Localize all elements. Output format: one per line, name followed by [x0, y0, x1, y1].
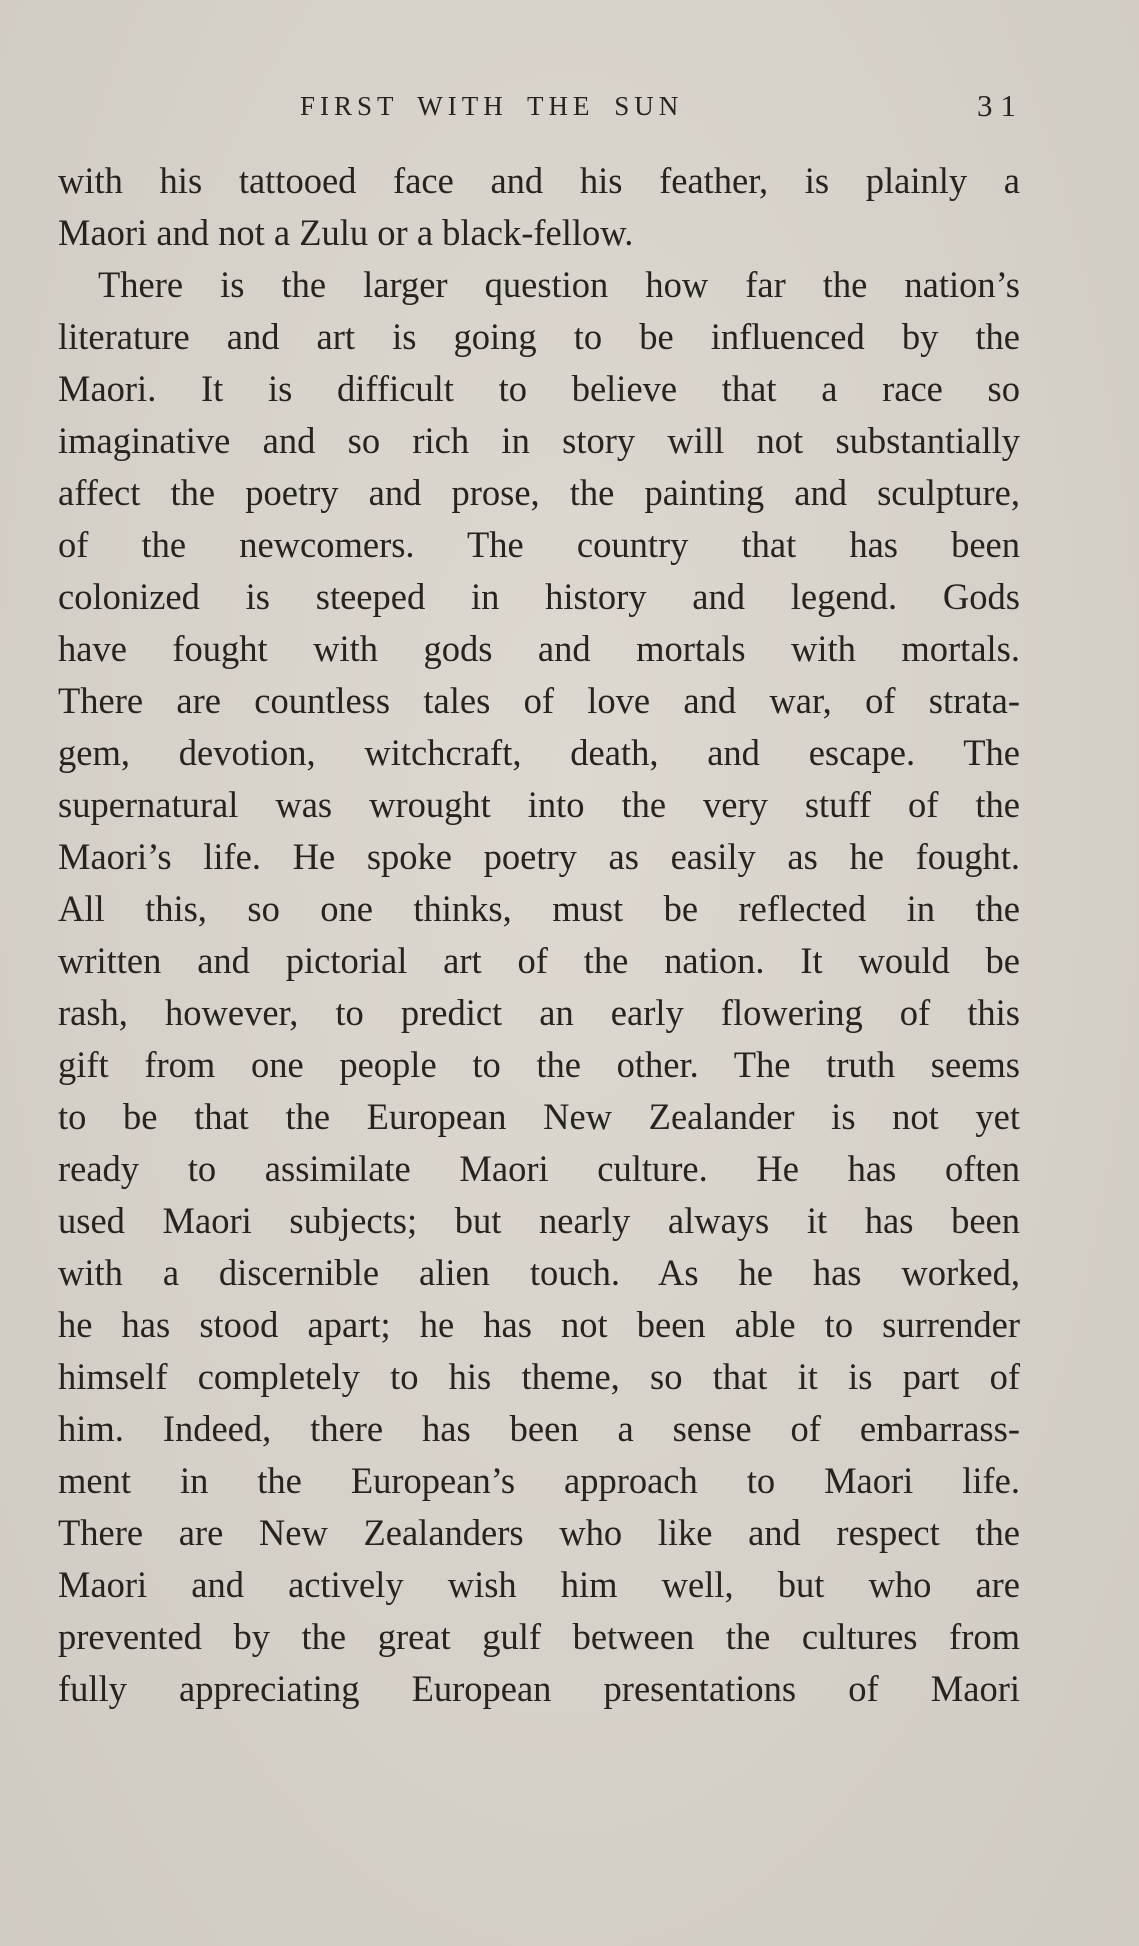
text-line: ment in the European’s approach to Maori life. — [58, 1460, 1020, 1501]
text-line: written and pictorial art of the nation. It would be — [58, 940, 1020, 981]
page-number: 31 — [977, 88, 1024, 123]
text-line: All this, so one thinks, must be reflected in the — [58, 888, 1020, 929]
text-line: literature and art is going to be influenced by the — [58, 316, 1020, 357]
text-line: him. Indeed, there has been a sense of embarrass- — [58, 1408, 1020, 1449]
text-line: Maori and not a Zulu or a black-fellow. — [58, 212, 634, 253]
text-line: have fought with gods and mortals with mortals. — [58, 628, 1020, 669]
text-line: ready to assimilate Maori culture. He has often — [58, 1148, 1020, 1189]
text-line: supernatural was wrought into the very stuff of the — [58, 784, 1020, 825]
text-line: Maori. It is difficult to believe that a race so — [58, 368, 1020, 409]
text-line: affect the poetry and prose, the painting and sculpture, — [58, 472, 1020, 513]
running-title: FIRST WITH THE SUN — [300, 91, 684, 121]
text-line: There is the larger question how far the nation’s — [98, 264, 1020, 305]
text-line: Maori and actively wish him well, but who are — [58, 1564, 1020, 1605]
running-head — [0, 88, 1139, 128]
text-line: to be that the European New Zealander is not yet — [58, 1096, 1020, 1137]
text-line: There are countless tales of love and war, of strata- — [58, 680, 1020, 721]
text-line: used Maori subjects; but nearly always it has been — [58, 1200, 1020, 1241]
text-line: There are New Zealanders who like and respect the — [58, 1512, 1020, 1553]
text-line: of the newcomers. The country that has been — [58, 524, 1020, 565]
text-line: gem, devotion, witchcraft, death, and escape. The — [58, 732, 1020, 773]
text-line: prevented by the great gulf between the cultures from — [58, 1616, 1020, 1657]
text-line: imaginative and so rich in story will not substantially — [58, 420, 1020, 461]
text-line: with his tattooed face and his feather, is plainly a — [58, 160, 1020, 201]
text-line: gift from one people to the other. The truth seems — [58, 1044, 1020, 1085]
text-line: rash, however, to predict an early flowering of this — [58, 992, 1020, 1033]
text-line: with a discernible alien touch. As he has worked, — [58, 1252, 1020, 1293]
body-text — [58, 155, 1020, 1715]
text-line: himself completely to his theme, so that it is part of — [58, 1356, 1020, 1397]
text-line: he has stood apart; he has not been able to surrender — [58, 1304, 1020, 1345]
text-line: colonized is steeped in history and legend. Gods — [58, 576, 1020, 617]
text-line: fully appreciating European presentations of Maori — [58, 1668, 1020, 1709]
text-line: Maori’s life. He spoke poetry as easily as he fought. — [58, 836, 1020, 877]
